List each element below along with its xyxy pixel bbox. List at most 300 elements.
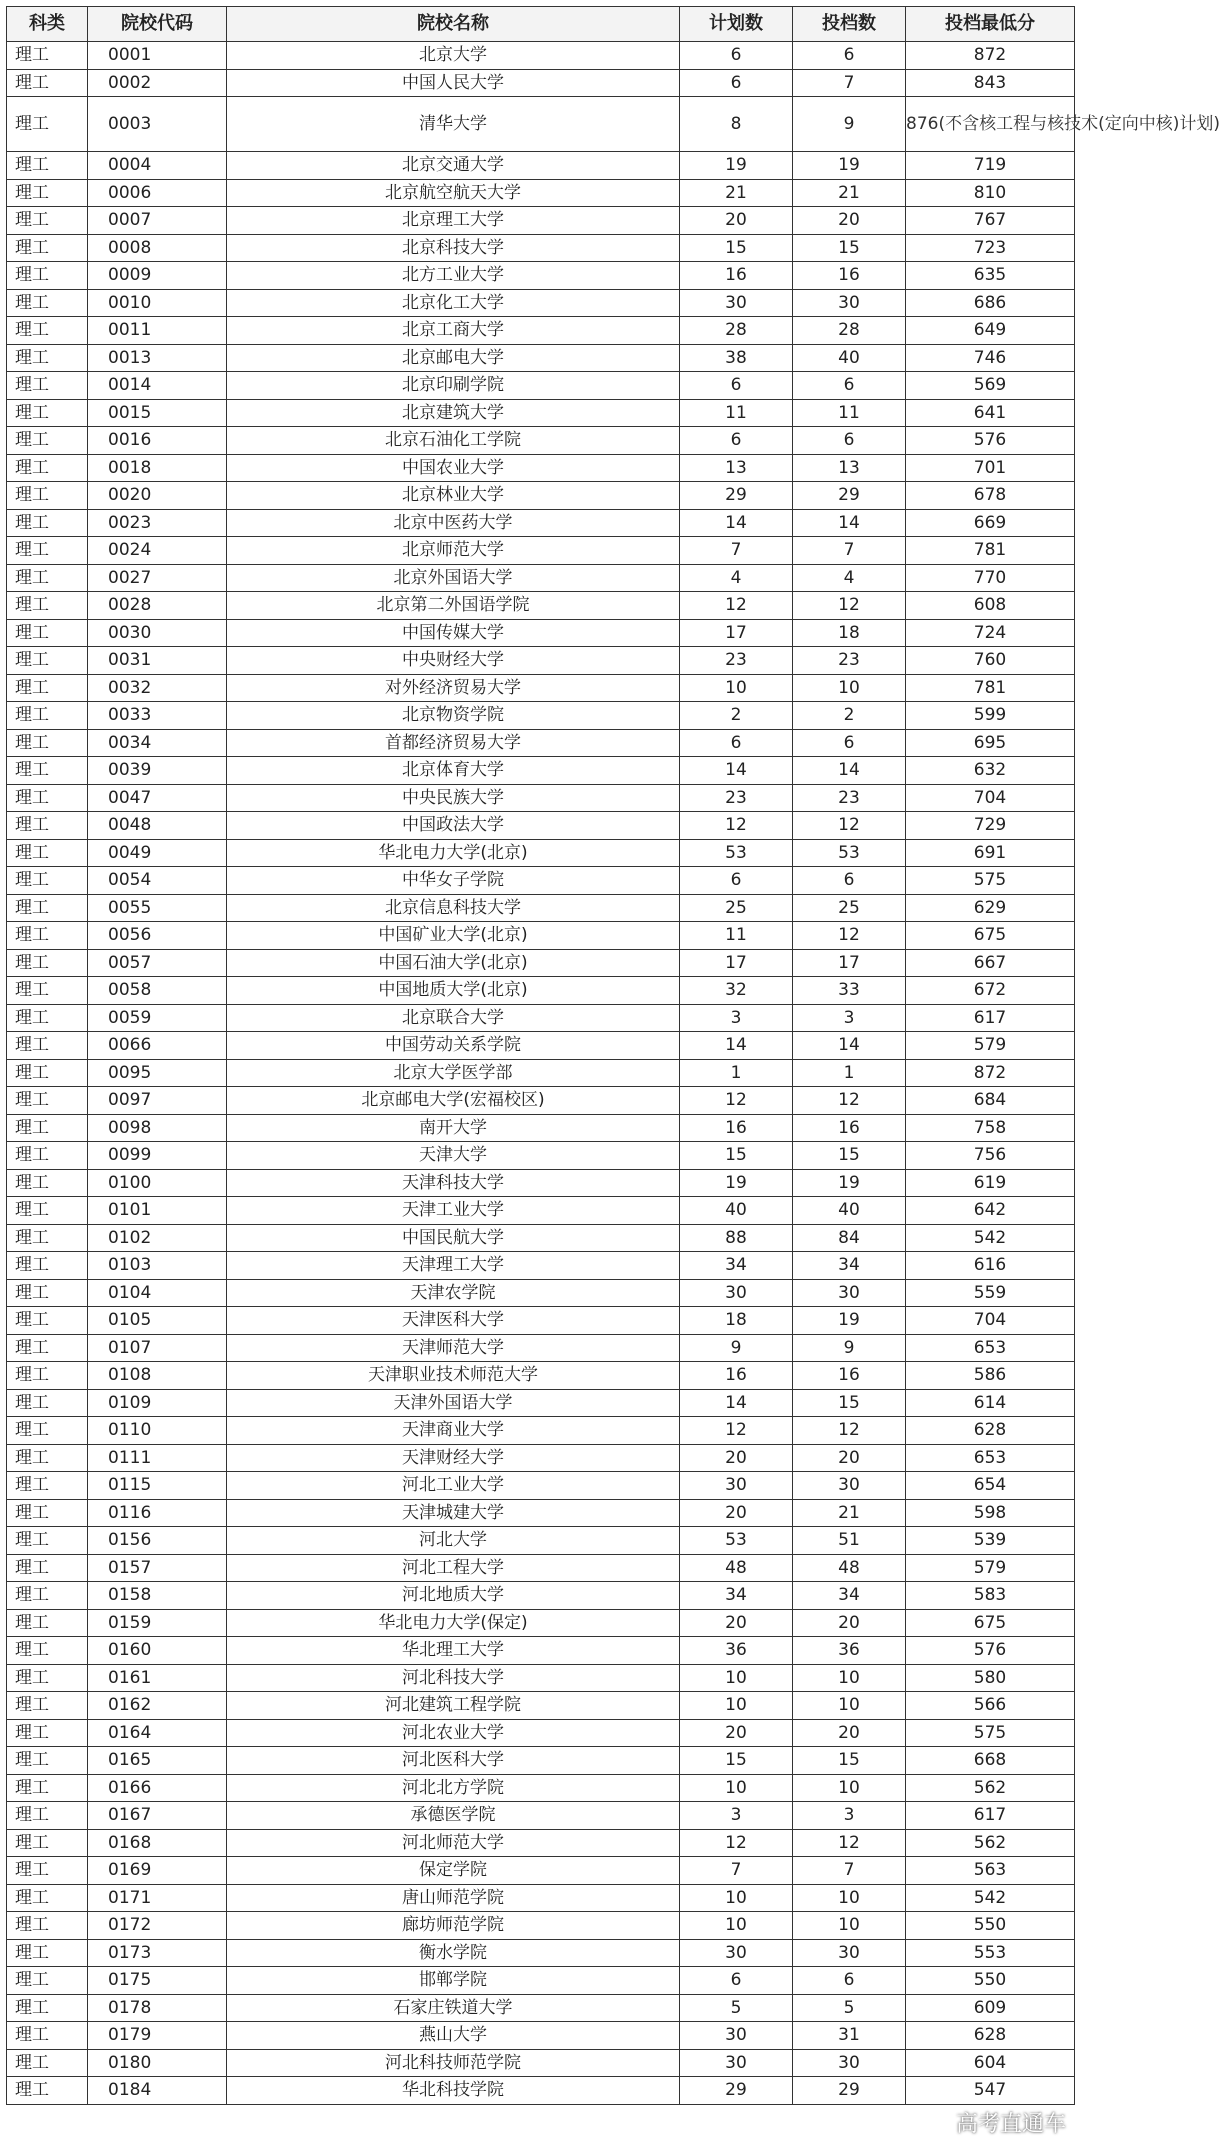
admitted-count-cell: 51	[793, 1527, 906, 1555]
min-score-cell: 675	[906, 922, 1075, 950]
min-score-cell: 562	[906, 1774, 1075, 1802]
category-cell: 理工	[7, 922, 88, 950]
category-cell: 理工	[7, 1032, 88, 1060]
plan-count-cell: 17	[680, 619, 793, 647]
admitted-count-cell: 12	[793, 922, 906, 950]
plan-count-cell: 29	[680, 2077, 793, 2105]
school-code-cell: 0024	[88, 537, 227, 565]
min-score-cell: 583	[906, 1582, 1075, 1610]
min-score-cell: 641	[906, 399, 1075, 427]
school-code-cell: 0003	[88, 97, 227, 152]
plan-count-cell: 14	[680, 757, 793, 785]
admitted-count-cell: 84	[793, 1224, 906, 1252]
table-row	[7, 42, 1075, 70]
category-cell: 理工	[7, 2022, 88, 2050]
admitted-count-cell: 10	[793, 1884, 906, 1912]
school-name-cell: 北京交通大学	[227, 152, 680, 180]
category-cell: 理工	[7, 647, 88, 675]
admitted-count-cell: 3	[793, 1004, 906, 1032]
school-name-cell: 河北建筑工程学院	[227, 1692, 680, 1720]
admitted-count-cell: 15	[793, 1747, 906, 1775]
min-score-cell: 628	[906, 2022, 1075, 2050]
plan-count-cell: 20	[680, 1609, 793, 1637]
school-code-cell: 0028	[88, 592, 227, 620]
school-code-cell: 0167	[88, 1802, 227, 1830]
plan-count-cell: 30	[680, 289, 793, 317]
table-row	[7, 399, 1075, 427]
school-name-cell: 北京第二外国语学院	[227, 592, 680, 620]
plan-count-cell: 6	[680, 69, 793, 97]
table-body	[7, 42, 1220, 2105]
header-min-score: 投档最低分	[906, 7, 1075, 42]
category-cell: 理工	[7, 399, 88, 427]
table-row	[7, 674, 1075, 702]
admitted-count-cell: 1	[793, 1059, 906, 1087]
category-cell: 理工	[7, 1444, 88, 1472]
school-code-cell: 0039	[88, 757, 227, 785]
category-cell: 理工	[7, 2077, 88, 2105]
school-name-cell: 天津医科大学	[227, 1307, 680, 1335]
min-score-cell: 576	[906, 427, 1075, 455]
table-row	[7, 867, 1075, 895]
admitted-count-cell: 12	[793, 592, 906, 620]
category-cell: 理工	[7, 289, 88, 317]
header-plan-count: 计划数	[680, 7, 793, 42]
admitted-count-cell: 6	[793, 427, 906, 455]
plan-count-cell: 32	[680, 977, 793, 1005]
category-cell: 理工	[7, 977, 88, 1005]
category-cell: 理工	[7, 317, 88, 345]
admitted-count-cell: 36	[793, 1637, 906, 1665]
school-name-cell: 北京体育大学	[227, 757, 680, 785]
plan-count-cell: 25	[680, 894, 793, 922]
plan-count-cell: 20	[680, 207, 793, 235]
school-code-cell: 0100	[88, 1169, 227, 1197]
plan-count-cell: 53	[680, 839, 793, 867]
table-row	[7, 922, 1075, 950]
category-cell: 理工	[7, 757, 88, 785]
min-score-cell: 628	[906, 1417, 1075, 1445]
table-row	[7, 1884, 1075, 1912]
table-row	[7, 1719, 1075, 1747]
school-code-cell: 0157	[88, 1554, 227, 1582]
admitted-count-cell: 6	[793, 729, 906, 757]
school-name-cell: 河北地质大学	[227, 1582, 680, 1610]
admitted-count-cell: 12	[793, 1417, 906, 1445]
school-name-cell: 中国民航大学	[227, 1224, 680, 1252]
plan-count-cell: 3	[680, 1004, 793, 1032]
admitted-count-cell: 16	[793, 1362, 906, 1390]
plan-count-cell: 19	[680, 152, 793, 180]
table-row	[7, 1802, 1075, 1830]
category-cell: 理工	[7, 674, 88, 702]
admitted-count-cell: 18	[793, 619, 906, 647]
min-score-cell: 604	[906, 2049, 1075, 2077]
school-name-cell: 北京科技大学	[227, 234, 680, 262]
plan-count-cell: 16	[680, 262, 793, 290]
category-cell: 理工	[7, 372, 88, 400]
min-score-cell: 562	[906, 1829, 1075, 1857]
min-score-cell: 675	[906, 1609, 1075, 1637]
school-code-cell: 0097	[88, 1087, 227, 1115]
school-code-cell: 0095	[88, 1059, 227, 1087]
plan-count-cell: 10	[680, 1912, 793, 1940]
plan-count-cell: 23	[680, 647, 793, 675]
category-cell: 理工	[7, 1829, 88, 1857]
school-code-cell: 0162	[88, 1692, 227, 1720]
school-name-cell: 天津财经大学	[227, 1444, 680, 1472]
min-score-cell: 758	[906, 1114, 1075, 1142]
school-name-cell: 北京理工大学	[227, 207, 680, 235]
school-code-cell: 0034	[88, 729, 227, 757]
admitted-count-cell: 19	[793, 1169, 906, 1197]
min-score-cell: 599	[906, 702, 1075, 730]
table-row	[7, 1939, 1075, 1967]
table-row	[7, 1142, 1075, 1170]
school-name-cell: 天津外国语大学	[227, 1389, 680, 1417]
min-score-cell: 704	[906, 1307, 1075, 1335]
school-name-cell: 中国传媒大学	[227, 619, 680, 647]
school-name-cell: 中国人民大学	[227, 69, 680, 97]
admitted-count-cell: 21	[793, 179, 906, 207]
table-header	[7, 7, 1075, 42]
min-score-cell: 719	[906, 152, 1075, 180]
admitted-count-cell: 48	[793, 1554, 906, 1582]
category-cell: 理工	[7, 152, 88, 180]
school-name-cell: 中国政法大学	[227, 812, 680, 840]
school-code-cell: 0171	[88, 1884, 227, 1912]
min-score-cell: 579	[906, 1032, 1075, 1060]
admitted-count-cell: 11	[793, 399, 906, 427]
category-cell: 理工	[7, 2049, 88, 2077]
min-score-cell: 579	[906, 1554, 1075, 1582]
table-row	[7, 372, 1075, 400]
category-cell: 理工	[7, 1114, 88, 1142]
school-code-cell: 0007	[88, 207, 227, 235]
plan-count-cell: 7	[680, 1857, 793, 1885]
school-code-cell: 0002	[88, 69, 227, 97]
table-row	[7, 2022, 1075, 2050]
plan-count-cell: 10	[680, 1692, 793, 1720]
min-score-cell: 619	[906, 1169, 1075, 1197]
table-row	[7, 757, 1075, 785]
plan-count-cell: 10	[680, 1774, 793, 1802]
min-score-cell: 542	[906, 1884, 1075, 1912]
admitted-count-cell: 40	[793, 1197, 906, 1225]
table-row	[7, 537, 1075, 565]
school-name-cell: 北京物资学院	[227, 702, 680, 730]
plan-count-cell: 19	[680, 1169, 793, 1197]
category-cell: 理工	[7, 1692, 88, 1720]
table-row	[7, 234, 1075, 262]
min-score-cell: 704	[906, 784, 1075, 812]
plan-count-cell: 14	[680, 509, 793, 537]
admitted-count-cell: 30	[793, 1472, 906, 1500]
table-row	[7, 1829, 1075, 1857]
min-score-cell: 616	[906, 1252, 1075, 1280]
table-row	[7, 1114, 1075, 1142]
min-score-cell: 701	[906, 454, 1075, 482]
school-code-cell: 0115	[88, 1472, 227, 1500]
min-score-cell: 770	[906, 564, 1075, 592]
school-code-cell: 0180	[88, 2049, 227, 2077]
min-score-cell: 767	[906, 207, 1075, 235]
category-cell: 理工	[7, 1554, 88, 1582]
school-name-cell: 天津城建大学	[227, 1499, 680, 1527]
school-name-cell: 河北科技师范学院	[227, 2049, 680, 2077]
admitted-count-cell: 29	[793, 482, 906, 510]
category-cell: 理工	[7, 1664, 88, 1692]
category-cell: 理工	[7, 1362, 88, 1390]
admitted-count-cell: 13	[793, 454, 906, 482]
admissions-table	[6, 6, 1220, 2105]
school-name-cell: 河北农业大学	[227, 1719, 680, 1747]
plan-count-cell: 10	[680, 1884, 793, 1912]
table-row	[7, 1692, 1075, 1720]
table-row	[7, 1252, 1075, 1280]
school-name-cell: 南开大学	[227, 1114, 680, 1142]
admitted-count-cell: 10	[793, 1692, 906, 1720]
school-code-cell: 0031	[88, 647, 227, 675]
category-cell: 理工	[7, 1774, 88, 1802]
plan-count-cell: 16	[680, 1114, 793, 1142]
admitted-count-cell: 19	[793, 152, 906, 180]
school-code-cell: 0105	[88, 1307, 227, 1335]
school-name-cell: 天津职业技术师范大学	[227, 1362, 680, 1390]
admitted-count-cell: 25	[793, 894, 906, 922]
table-row	[7, 289, 1075, 317]
admitted-count-cell: 23	[793, 784, 906, 812]
admitted-count-cell: 30	[793, 1939, 906, 1967]
school-code-cell: 0033	[88, 702, 227, 730]
min-score-cell: 691	[906, 839, 1075, 867]
school-name-cell: 河北工程大学	[227, 1554, 680, 1582]
min-score-cell: 576	[906, 1637, 1075, 1665]
category-cell: 理工	[7, 1252, 88, 1280]
school-name-cell: 天津商业大学	[227, 1417, 680, 1445]
min-score-cell: 746	[906, 344, 1075, 372]
category-cell: 理工	[7, 537, 88, 565]
table-row	[7, 592, 1075, 620]
table-row	[7, 949, 1075, 977]
category-cell: 理工	[7, 1527, 88, 1555]
school-name-cell: 衡水学院	[227, 1939, 680, 1967]
school-code-cell: 0020	[88, 482, 227, 510]
min-score-cell: 781	[906, 537, 1075, 565]
school-code-cell: 0111	[88, 1444, 227, 1472]
school-code-cell: 0016	[88, 427, 227, 455]
school-code-cell: 0179	[88, 2022, 227, 2050]
admitted-count-cell: 16	[793, 262, 906, 290]
school-name-cell: 中央民族大学	[227, 784, 680, 812]
plan-count-cell: 11	[680, 922, 793, 950]
table-row	[7, 1472, 1075, 1500]
min-score-cell: 563	[906, 1857, 1075, 1885]
plan-count-cell: 20	[680, 1499, 793, 1527]
school-name-cell: 首都经济贸易大学	[227, 729, 680, 757]
table-row	[7, 69, 1075, 97]
school-name-cell: 华北电力大学(北京)	[227, 839, 680, 867]
school-code-cell: 0108	[88, 1362, 227, 1390]
school-code-cell: 0030	[88, 619, 227, 647]
plan-count-cell: 4	[680, 564, 793, 592]
school-name-cell: 中国劳动关系学院	[227, 1032, 680, 1060]
admitted-count-cell: 7	[793, 1857, 906, 1885]
school-name-cell: 北京邮电大学	[227, 344, 680, 372]
table-row	[7, 1967, 1075, 1995]
admitted-count-cell: 16	[793, 1114, 906, 1142]
school-code-cell: 0101	[88, 1197, 227, 1225]
plan-count-cell: 7	[680, 537, 793, 565]
table-row	[7, 1444, 1075, 1472]
min-score-cell: 653	[906, 1444, 1075, 1472]
school-code-cell: 0178	[88, 1994, 227, 2022]
school-name-cell: 中国矿业大学(北京)	[227, 922, 680, 950]
school-name-cell: 北京中医药大学	[227, 509, 680, 537]
admitted-count-cell: 19	[793, 1307, 906, 1335]
plan-count-cell: 6	[680, 729, 793, 757]
school-code-cell: 0175	[88, 1967, 227, 1995]
school-name-cell: 北京信息科技大学	[227, 894, 680, 922]
admitted-count-cell: 20	[793, 1609, 906, 1637]
admitted-count-cell: 30	[793, 289, 906, 317]
school-code-cell: 0166	[88, 1774, 227, 1802]
table-row	[7, 1004, 1075, 1032]
table-row	[7, 2049, 1075, 2077]
plan-count-cell: 15	[680, 1142, 793, 1170]
plan-count-cell: 3	[680, 1802, 793, 1830]
school-code-cell: 0161	[88, 1664, 227, 1692]
min-score-cell: 586	[906, 1362, 1075, 1390]
plan-count-cell: 30	[680, 2049, 793, 2077]
category-cell: 理工	[7, 1582, 88, 1610]
min-score-cell: 609	[906, 1994, 1075, 2022]
school-name-cell: 邯郸学院	[227, 1967, 680, 1995]
header-admitted-count: 投档数	[793, 7, 906, 42]
school-name-cell: 河北科技大学	[227, 1664, 680, 1692]
plan-count-cell: 2	[680, 702, 793, 730]
admitted-count-cell: 53	[793, 839, 906, 867]
table-row	[7, 1499, 1075, 1527]
category-cell: 理工	[7, 69, 88, 97]
category-cell: 理工	[7, 1719, 88, 1747]
plan-count-cell: 1	[680, 1059, 793, 1087]
min-score-cell: 781	[906, 674, 1075, 702]
table-row	[7, 152, 1075, 180]
min-score-cell: 810	[906, 179, 1075, 207]
school-name-cell: 华北理工大学	[227, 1637, 680, 1665]
school-name-cell: 河北师范大学	[227, 1829, 680, 1857]
admitted-count-cell: 14	[793, 509, 906, 537]
category-cell: 理工	[7, 1334, 88, 1362]
school-code-cell: 0054	[88, 867, 227, 895]
school-code-cell: 0098	[88, 1114, 227, 1142]
category-cell: 理工	[7, 454, 88, 482]
table-row	[7, 179, 1075, 207]
table-row	[7, 1747, 1075, 1775]
table-row	[7, 729, 1075, 757]
min-score-cell: 547	[906, 2077, 1075, 2105]
table-row	[7, 812, 1075, 840]
plan-count-cell: 16	[680, 1362, 793, 1390]
min-score-cell: 678	[906, 482, 1075, 510]
plan-count-cell: 53	[680, 1527, 793, 1555]
category-cell: 理工	[7, 592, 88, 620]
min-score-cell: 629	[906, 894, 1075, 922]
admitted-count-cell: 7	[793, 537, 906, 565]
plan-count-cell: 6	[680, 372, 793, 400]
plan-count-cell: 15	[680, 234, 793, 262]
school-name-cell: 北京大学	[227, 42, 680, 70]
admitted-count-cell: 20	[793, 1719, 906, 1747]
admitted-count-cell: 33	[793, 977, 906, 1005]
school-name-cell: 北京邮电大学(宏福校区)	[227, 1087, 680, 1115]
min-score-cell: 580	[906, 1664, 1075, 1692]
school-code-cell: 0104	[88, 1279, 227, 1307]
school-name-cell: 天津农学院	[227, 1279, 680, 1307]
table-row	[7, 207, 1075, 235]
school-code-cell: 0023	[88, 509, 227, 537]
plan-count-cell: 12	[680, 1417, 793, 1445]
school-code-cell: 0158	[88, 1582, 227, 1610]
school-name-cell: 北京师范大学	[227, 537, 680, 565]
table-row	[7, 1362, 1075, 1390]
admitted-count-cell: 2	[793, 702, 906, 730]
school-name-cell: 燕山大学	[227, 2022, 680, 2050]
school-code-cell: 0109	[88, 1389, 227, 1417]
min-score-cell: 632	[906, 757, 1075, 785]
table-row	[7, 509, 1075, 537]
plan-count-cell: 8	[680, 97, 793, 152]
plan-count-cell: 20	[680, 1444, 793, 1472]
header-school-name: 院校名称	[227, 7, 680, 42]
table-row	[7, 1554, 1075, 1582]
school-name-cell: 北京印刷学院	[227, 372, 680, 400]
plan-count-cell: 12	[680, 1087, 793, 1115]
school-code-cell: 0173	[88, 1939, 227, 1967]
school-code-cell: 0099	[88, 1142, 227, 1170]
plan-count-cell: 30	[680, 1939, 793, 1967]
category-cell: 理工	[7, 509, 88, 537]
plan-count-cell: 10	[680, 1664, 793, 1692]
category-cell: 理工	[7, 1197, 88, 1225]
table-row	[7, 839, 1075, 867]
table-row	[7, 2077, 1075, 2105]
school-name-cell: 北方工业大学	[227, 262, 680, 290]
category-cell: 理工	[7, 97, 88, 152]
min-score-cell: 843	[906, 69, 1075, 97]
plan-count-cell: 36	[680, 1637, 793, 1665]
admitted-count-cell: 6	[793, 372, 906, 400]
table-row	[7, 1994, 1075, 2022]
category-cell: 理工	[7, 729, 88, 757]
admitted-count-cell: 9	[793, 97, 906, 152]
admitted-count-cell: 15	[793, 234, 906, 262]
admitted-count-cell: 7	[793, 69, 906, 97]
admitted-count-cell: 20	[793, 207, 906, 235]
table-row	[7, 647, 1075, 675]
admitted-count-cell: 40	[793, 344, 906, 372]
school-name-cell: 天津科技大学	[227, 1169, 680, 1197]
category-cell: 理工	[7, 1472, 88, 1500]
table-row	[7, 344, 1075, 372]
school-code-cell: 0008	[88, 234, 227, 262]
school-code-cell: 0160	[88, 1637, 227, 1665]
table-row	[7, 1582, 1075, 1610]
min-score-cell: 760	[906, 647, 1075, 675]
table-row	[7, 427, 1075, 455]
admitted-count-cell: 4	[793, 564, 906, 592]
